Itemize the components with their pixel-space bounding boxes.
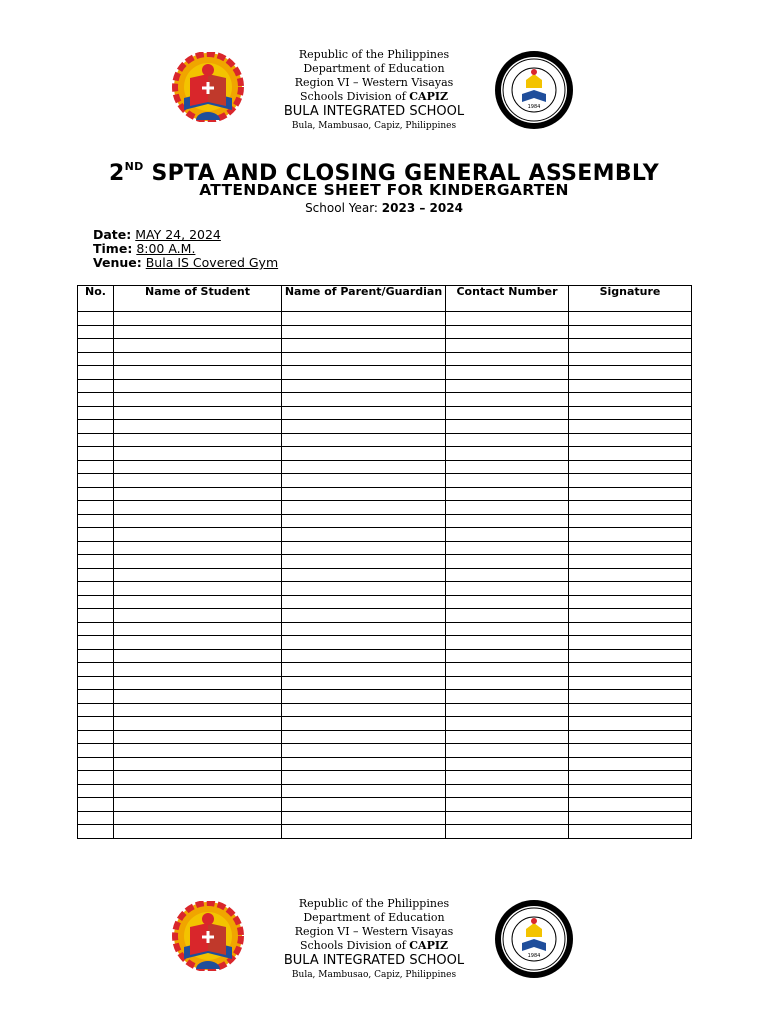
cell-no[interactable]: [78, 420, 114, 434]
cell-parent[interactable]: [282, 555, 446, 569]
table-row: [78, 703, 692, 717]
seal-year: 1984: [527, 953, 541, 959]
region-line: Region VI – Western Visayas: [294, 925, 454, 938]
cell-signature[interactable]: [569, 622, 692, 636]
table-row: [78, 676, 692, 690]
cell-contact[interactable]: [446, 703, 569, 717]
cell-student[interactable]: [114, 568, 282, 582]
cell-contact[interactable]: [446, 582, 569, 596]
cell-student[interactable]: [114, 757, 282, 771]
cell-signature[interactable]: [569, 730, 692, 744]
cell-parent[interactable]: [282, 811, 446, 825]
time-label: Time:: [93, 241, 133, 256]
table-row: [78, 501, 692, 515]
cell-contact[interactable]: [446, 609, 569, 623]
cell-contact[interactable]: [446, 676, 569, 690]
cell-signature[interactable]: [569, 609, 692, 623]
cell-parent[interactable]: [282, 730, 446, 744]
table-row: [78, 555, 692, 569]
cell-signature[interactable]: [569, 703, 692, 717]
cell-signature[interactable]: [569, 460, 692, 474]
cell-student[interactable]: [114, 393, 282, 407]
cell-parent[interactable]: [282, 717, 446, 731]
cell-student[interactable]: [114, 798, 282, 812]
school-seal-logo: [494, 899, 574, 979]
cell-contact[interactable]: [446, 460, 569, 474]
cell-student[interactable]: [114, 663, 282, 677]
table-row: [78, 325, 692, 339]
cell-student[interactable]: [114, 474, 282, 488]
cell-contact[interactable]: [446, 717, 569, 731]
cell-parent[interactable]: [282, 406, 446, 420]
table-row: [78, 420, 692, 434]
cell-contact[interactable]: [446, 555, 569, 569]
school-year-value: 2023 – 2024: [381, 201, 463, 215]
cell-student[interactable]: [114, 622, 282, 636]
cell-student[interactable]: [114, 636, 282, 650]
cell-no[interactable]: [78, 487, 114, 501]
cell-student[interactable]: [114, 325, 282, 339]
division-line: [0, 939, 748, 953]
col-header-parent: Name of Parent/Guardian: [282, 286, 446, 312]
cell-no[interactable]: [78, 771, 114, 785]
cell-parent[interactable]: [282, 312, 446, 326]
table-row: [78, 406, 692, 420]
cell-no[interactable]: [78, 622, 114, 636]
cell-no[interactable]: [78, 649, 114, 663]
cell-parent[interactable]: [282, 636, 446, 650]
cell-parent[interactable]: [282, 595, 446, 609]
cell-signature[interactable]: [569, 339, 692, 353]
cell-student[interactable]: [114, 312, 282, 326]
cell-parent[interactable]: [282, 420, 446, 434]
cell-signature[interactable]: [569, 582, 692, 596]
cell-student[interactable]: [114, 541, 282, 555]
cell-signature[interactable]: [569, 447, 692, 461]
division-name: CAPIZ: [409, 90, 449, 103]
cell-contact[interactable]: [446, 568, 569, 582]
cell-parent[interactable]: [282, 609, 446, 623]
col-header-contact: Contact Number: [446, 286, 569, 312]
school-name: BULA INTEGRATED SCHOOL: [283, 953, 465, 968]
cell-parent[interactable]: [282, 825, 446, 839]
cell-student[interactable]: [114, 514, 282, 528]
cell-contact[interactable]: [446, 541, 569, 555]
table-row: [78, 784, 692, 798]
cell-student[interactable]: [114, 352, 282, 366]
school-name: BULA INTEGRATED SCHOOL: [283, 104, 465, 119]
school-seal-logo: [494, 50, 574, 130]
cell-no[interactable]: [78, 582, 114, 596]
cell-no[interactable]: [78, 447, 114, 461]
division-line: [0, 90, 748, 104]
cell-signature[interactable]: [569, 366, 692, 380]
cell-contact[interactable]: [446, 420, 569, 434]
cell-signature[interactable]: [569, 487, 692, 501]
table-row: [78, 690, 692, 704]
cell-contact[interactable]: [446, 339, 569, 353]
cell-no[interactable]: [78, 514, 114, 528]
cell-parent[interactable]: [282, 460, 446, 474]
time-value: 8:00 A.M.: [136, 241, 196, 256]
cell-student[interactable]: [114, 690, 282, 704]
region-line: Region VI – Western Visayas: [294, 76, 454, 89]
school-year-label: School Year:: [305, 201, 382, 215]
division-prefix: Schools Division of: [299, 939, 410, 952]
cell-parent[interactable]: [282, 379, 446, 393]
cell-signature[interactable]: [569, 474, 692, 488]
table-row: [78, 636, 692, 650]
cell-no[interactable]: [78, 433, 114, 447]
cell-contact[interactable]: [446, 636, 569, 650]
table-row: [78, 825, 692, 839]
cell-no[interactable]: [78, 703, 114, 717]
cell-signature[interactable]: [569, 825, 692, 839]
cell-parent[interactable]: [282, 703, 446, 717]
cell-no[interactable]: [78, 366, 114, 380]
table-row: [78, 379, 692, 393]
cell-no[interactable]: [78, 568, 114, 582]
table-row: [78, 352, 692, 366]
col-header-signature: Signature: [569, 286, 692, 312]
cell-contact[interactable]: [446, 501, 569, 515]
cell-signature[interactable]: [569, 501, 692, 515]
cell-student[interactable]: [114, 649, 282, 663]
table-row: [78, 798, 692, 812]
cell-signature[interactable]: [569, 663, 692, 677]
cell-parent[interactable]: [282, 447, 446, 461]
cell-no[interactable]: [78, 609, 114, 623]
cell-student[interactable]: [114, 379, 282, 393]
cell-signature[interactable]: [569, 636, 692, 650]
cell-no[interactable]: [78, 676, 114, 690]
attendance-table: [77, 285, 692, 839]
cell-no[interactable]: [78, 555, 114, 569]
table-row: [78, 609, 692, 623]
date-line: [93, 228, 221, 242]
cell-signature[interactable]: [569, 420, 692, 434]
table-row: [78, 717, 692, 731]
cell-contact[interactable]: [446, 784, 569, 798]
cell-contact[interactable]: [446, 433, 569, 447]
cell-contact[interactable]: [446, 366, 569, 380]
cell-no[interactable]: [78, 690, 114, 704]
cell-student[interactable]: [114, 528, 282, 542]
cell-contact[interactable]: [446, 622, 569, 636]
cell-no[interactable]: [78, 744, 114, 758]
table-row: [78, 757, 692, 771]
cell-contact[interactable]: [446, 811, 569, 825]
document-subtitle: ATTENDANCE SHEET FOR KINDERGARTEN: [199, 181, 569, 199]
cell-parent[interactable]: [282, 352, 446, 366]
cell-contact[interactable]: [446, 474, 569, 488]
title-ordinal-number: 2: [108, 161, 125, 186]
cell-no[interactable]: [78, 784, 114, 798]
cell-no[interactable]: [78, 312, 114, 326]
table-row: [78, 595, 692, 609]
cell-signature[interactable]: [569, 771, 692, 785]
cell-parent[interactable]: [282, 771, 446, 785]
cell-contact[interactable]: [446, 771, 569, 785]
cell-student[interactable]: [114, 366, 282, 380]
school-address: Bula, Mambusao, Capiz, Philippines: [291, 121, 457, 131]
cell-student[interactable]: [114, 595, 282, 609]
cell-parent[interactable]: [282, 514, 446, 528]
cell-signature[interactable]: [569, 312, 692, 326]
cell-parent[interactable]: [282, 474, 446, 488]
cell-no[interactable]: [78, 825, 114, 839]
cell-parent[interactable]: [282, 690, 446, 704]
cell-contact[interactable]: [446, 595, 569, 609]
cell-signature[interactable]: [569, 393, 692, 407]
division-prefix: Schools Division of: [299, 90, 410, 103]
seal-year: 1984: [527, 104, 541, 110]
cell-contact[interactable]: [446, 514, 569, 528]
cell-contact[interactable]: [446, 528, 569, 542]
cell-no[interactable]: [78, 460, 114, 474]
table-row: [78, 366, 692, 380]
cell-contact[interactable]: [446, 325, 569, 339]
cell-student[interactable]: [114, 339, 282, 353]
cell-signature[interactable]: [569, 406, 692, 420]
cell-parent[interactable]: [282, 649, 446, 663]
cell-student[interactable]: [114, 555, 282, 569]
time-line: [93, 242, 195, 256]
letterhead-top: [0, 48, 768, 140]
cell-parent[interactable]: [282, 501, 446, 515]
cell-contact[interactable]: [446, 825, 569, 839]
cell-contact[interactable]: [446, 757, 569, 771]
cell-no[interactable]: [78, 474, 114, 488]
cell-contact[interactable]: [446, 406, 569, 420]
cell-signature[interactable]: [569, 690, 692, 704]
cell-no[interactable]: [78, 528, 114, 542]
cell-student[interactable]: [114, 609, 282, 623]
cell-parent[interactable]: [282, 663, 446, 677]
cell-contact[interactable]: [446, 487, 569, 501]
cell-signature[interactable]: [569, 757, 692, 771]
cell-contact[interactable]: [446, 690, 569, 704]
cell-student[interactable]: [114, 501, 282, 515]
table-row: [78, 514, 692, 528]
department-line: Department of Education: [303, 62, 445, 75]
cell-signature[interactable]: [569, 555, 692, 569]
title-ordinal-suffix: ND: [124, 160, 144, 173]
cell-student[interactable]: [114, 447, 282, 461]
cell-parent[interactable]: [282, 582, 446, 596]
republic-line: Republic of the Philippines: [298, 48, 450, 61]
cell-contact[interactable]: [446, 798, 569, 812]
cell-signature[interactable]: [569, 568, 692, 582]
cell-contact[interactable]: [446, 393, 569, 407]
cell-signature[interactable]: [569, 717, 692, 731]
cell-parent[interactable]: [282, 744, 446, 758]
table-row: [78, 771, 692, 785]
venue-line: [93, 256, 278, 270]
cell-contact[interactable]: [446, 744, 569, 758]
cell-parent[interactable]: [282, 339, 446, 353]
table-row: [78, 568, 692, 582]
cell-student[interactable]: [114, 717, 282, 731]
cell-signature[interactable]: [569, 744, 692, 758]
cell-student[interactable]: [114, 811, 282, 825]
cell-no[interactable]: [78, 636, 114, 650]
cell-signature[interactable]: [569, 528, 692, 542]
cell-no[interactable]: [78, 595, 114, 609]
cell-signature[interactable]: [569, 676, 692, 690]
cell-parent[interactable]: [282, 487, 446, 501]
header-text-block: [0, 897, 748, 981]
division-name: CAPIZ: [409, 939, 449, 952]
cell-contact[interactable]: [446, 379, 569, 393]
title-rest: SPTA AND CLOSING GENERAL ASSEMBLY: [143, 161, 660, 186]
letterhead-bottom: [0, 897, 768, 989]
table-row: [78, 474, 692, 488]
cell-parent[interactable]: [282, 366, 446, 380]
cell-parent[interactable]: [282, 528, 446, 542]
table-row: [78, 730, 692, 744]
cell-student[interactable]: [114, 433, 282, 447]
cell-contact[interactable]: [446, 352, 569, 366]
republic-line: Republic of the Philippines: [298, 897, 450, 910]
table-row: [78, 663, 692, 677]
cell-signature[interactable]: [569, 325, 692, 339]
table-row: [78, 744, 692, 758]
header-text-block: [0, 48, 748, 132]
cell-signature[interactable]: [569, 514, 692, 528]
cell-no[interactable]: [78, 352, 114, 366]
cell-student[interactable]: [114, 582, 282, 596]
cell-signature[interactable]: [569, 595, 692, 609]
cell-contact[interactable]: [446, 649, 569, 663]
cell-no[interactable]: [78, 339, 114, 353]
table-row: [78, 528, 692, 542]
cell-contact[interactable]: [446, 312, 569, 326]
cell-signature[interactable]: [569, 784, 692, 798]
cell-no[interactable]: [78, 541, 114, 555]
cell-no[interactable]: [78, 501, 114, 515]
cell-no[interactable]: [78, 798, 114, 812]
cell-parent[interactable]: [282, 622, 446, 636]
cell-no[interactable]: [78, 406, 114, 420]
cell-signature[interactable]: [569, 798, 692, 812]
cell-parent[interactable]: [282, 433, 446, 447]
cell-parent[interactable]: [282, 541, 446, 555]
cell-student[interactable]: [114, 703, 282, 717]
department-line: Department of Education: [303, 911, 445, 924]
table-row: [78, 460, 692, 474]
cell-student[interactable]: [114, 825, 282, 839]
table-row: [78, 649, 692, 663]
date-label: Date:: [93, 227, 132, 242]
cell-contact[interactable]: [446, 663, 569, 677]
col-header-no: No.: [78, 286, 114, 312]
cell-contact[interactable]: [446, 730, 569, 744]
cell-student[interactable]: [114, 771, 282, 785]
cell-student[interactable]: [114, 487, 282, 501]
cell-student[interactable]: [114, 460, 282, 474]
table-row: [78, 487, 692, 501]
cell-signature[interactable]: [569, 433, 692, 447]
attendance-table-body: [78, 312, 692, 839]
date-value: MAY 24, 2024: [135, 227, 221, 242]
table-header-row: [78, 286, 692, 312]
table-row: [78, 447, 692, 461]
cell-signature[interactable]: [569, 379, 692, 393]
cell-student[interactable]: [114, 676, 282, 690]
cell-no[interactable]: [78, 757, 114, 771]
cell-no[interactable]: [78, 730, 114, 744]
table-row: [78, 622, 692, 636]
cell-contact[interactable]: [446, 447, 569, 461]
cell-no[interactable]: [78, 379, 114, 393]
cell-no[interactable]: [78, 663, 114, 677]
table-row: [78, 433, 692, 447]
cell-signature[interactable]: [569, 811, 692, 825]
school-year: [0, 200, 768, 216]
cell-parent[interactable]: [282, 757, 446, 771]
school-address: Bula, Mambusao, Capiz, Philippines: [291, 970, 457, 980]
cell-student[interactable]: [114, 784, 282, 798]
cell-parent[interactable]: [282, 393, 446, 407]
table-row: [78, 541, 692, 555]
cell-student[interactable]: [114, 744, 282, 758]
cell-student[interactable]: [114, 406, 282, 420]
cell-no[interactable]: [78, 325, 114, 339]
cell-student[interactable]: [114, 420, 282, 434]
table-row: [78, 312, 692, 326]
col-header-student: Name of Student: [114, 286, 282, 312]
cell-parent[interactable]: [282, 568, 446, 582]
cell-signature[interactable]: [569, 541, 692, 555]
table-row: [78, 393, 692, 407]
table-row: [78, 582, 692, 596]
cell-signature[interactable]: [569, 649, 692, 663]
cell-signature[interactable]: [569, 352, 692, 366]
cell-parent[interactable]: [282, 784, 446, 798]
cell-student[interactable]: [114, 730, 282, 744]
cell-parent[interactable]: [282, 325, 446, 339]
venue-value: Bula IS Covered Gym: [145, 255, 279, 270]
table-row: [78, 339, 692, 353]
cell-parent[interactable]: [282, 798, 446, 812]
venue-label: Venue:: [93, 255, 142, 270]
table-row: [78, 811, 692, 825]
cell-no[interactable]: [78, 393, 114, 407]
cell-no[interactable]: [78, 811, 114, 825]
cell-parent[interactable]: [282, 676, 446, 690]
cell-no[interactable]: [78, 717, 114, 731]
